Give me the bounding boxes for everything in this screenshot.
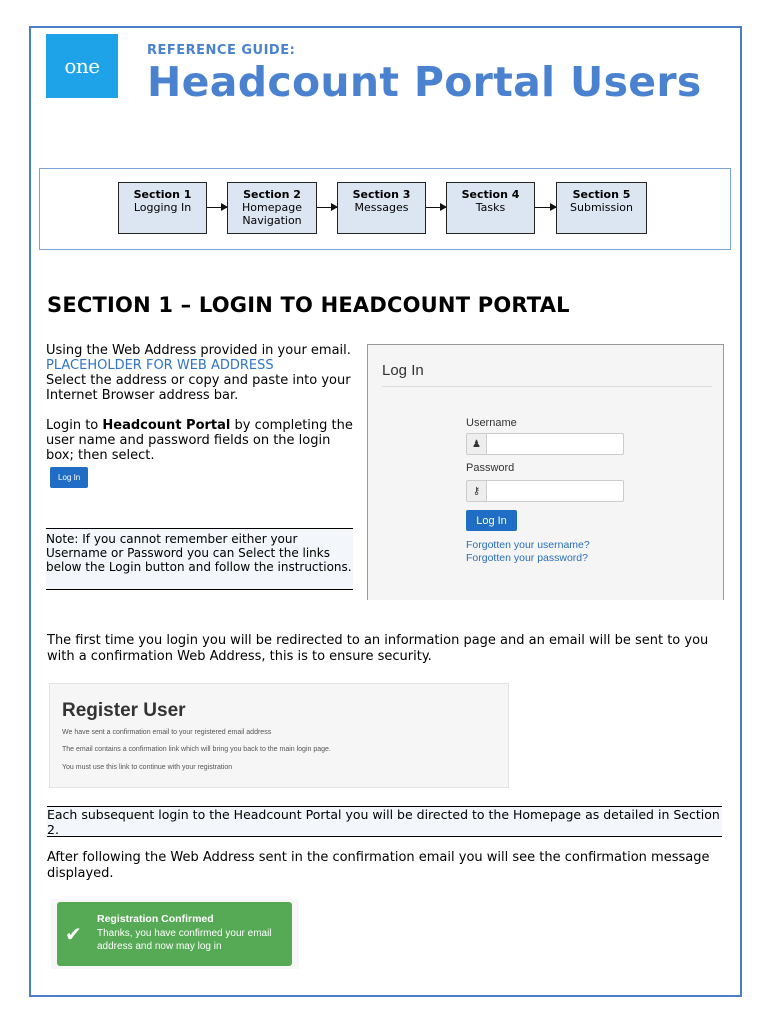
flow-step-title: Section 2 (243, 188, 301, 201)
document-title: Headcount Portal Users (147, 58, 702, 106)
flow-step-section-1 (118, 182, 207, 234)
toast-title: Registration Confirmed (97, 913, 214, 925)
login-panel-screenshot (367, 344, 724, 600)
user-icon: ♟ (467, 434, 487, 454)
web-address-placeholder[interactable]: PLACEHOLDER FOR WEB ADDRESS (46, 358, 274, 373)
flow-step-subtitle: Tasks (475, 201, 506, 214)
flow-step-section-3 (337, 182, 426, 234)
flow-step-section-4 (446, 182, 535, 234)
flow-arrow (426, 207, 446, 208)
divider (382, 386, 712, 387)
flow-arrow (535, 207, 556, 208)
flow-step-title: Section 4 (461, 188, 520, 201)
flow-step-section-5 (556, 182, 647, 234)
toast-body: Thanks, you have confirmed your email address and now may log in (97, 928, 272, 952)
login-text-pre: Login to (46, 418, 103, 433)
note-box: Note: If you cannot remember either your Username or Password you can Select the links below the Login button and follow the instructions. (46, 528, 353, 590)
register-user-screenshot (49, 683, 509, 788)
flow-step-title: Section 5 (572, 188, 631, 201)
flow-step-subtitle: Logging In (133, 201, 192, 214)
intro-line: Using the Web Address provided in your email. (46, 343, 351, 358)
flow-step-subtitle: Homepage Navigation (242, 201, 302, 227)
login-text-post: by completing the user name and password fields on the login box; then select. (46, 418, 353, 463)
first-time-paragraph: The first time you login you will be redirected to an information page and an email will be sent to you with a confirmation Web Address, this is to ensure security. (47, 633, 709, 664)
one-logo: one (46, 34, 118, 98)
register-line: We have sent a confirmation email to your registered email address (62, 729, 272, 736)
flow-arrow (207, 207, 227, 208)
intro-line: Select the address or copy and paste into your Internet Browser address bar. (46, 373, 351, 403)
inline-login-button: Log In (50, 467, 88, 488)
registration-confirmed-toast (57, 902, 292, 966)
login-panel-title: Log In (382, 362, 424, 379)
key-icon: ⚷ (467, 481, 487, 501)
flow-step-title: Section 1 (133, 188, 192, 201)
flow-step-section-2 (227, 182, 317, 234)
password-input[interactable] (466, 480, 624, 502)
after-following-paragraph: After following the Web Address sent in the confirmation email you will see the confirmation message displayed. (47, 850, 710, 881)
register-line: The email contains a confirmation link which will bring you back to the main login page. (62, 746, 331, 753)
checkmark-icon: ✔ (65, 924, 82, 946)
login-text-bold: Headcount Portal (102, 418, 231, 433)
guide-label: REFERENCE GUIDE: (147, 43, 296, 58)
password-label: Password (466, 462, 515, 474)
register-line: You must use this link to continue with your registration (62, 764, 233, 771)
register-title: Register User (62, 700, 186, 721)
login-instructions (46, 343, 356, 488)
username-input[interactable] (466, 433, 624, 455)
subsequent-login-note: Each subsequent login to the Headcount Portal you will be directed to the Homepage as detailed in Section 2. (47, 806, 722, 837)
login-instruction (46, 418, 356, 463)
forgot-password-link[interactable]: Forgotten your password? (466, 552, 588, 564)
username-label: Username (466, 417, 517, 429)
flow-arrow (317, 207, 337, 208)
forgot-username-link[interactable]: Forgotten your username? (466, 539, 590, 551)
flow-step-title: Section 3 (352, 188, 411, 201)
login-button[interactable]: Log In (466, 510, 517, 531)
flow-step-subtitle: Messages (354, 201, 409, 214)
section-1-heading: SECTION 1 – LOGIN TO HEADCOUNT PORTAL (47, 293, 570, 317)
flow-step-subtitle: Submission (570, 201, 633, 214)
